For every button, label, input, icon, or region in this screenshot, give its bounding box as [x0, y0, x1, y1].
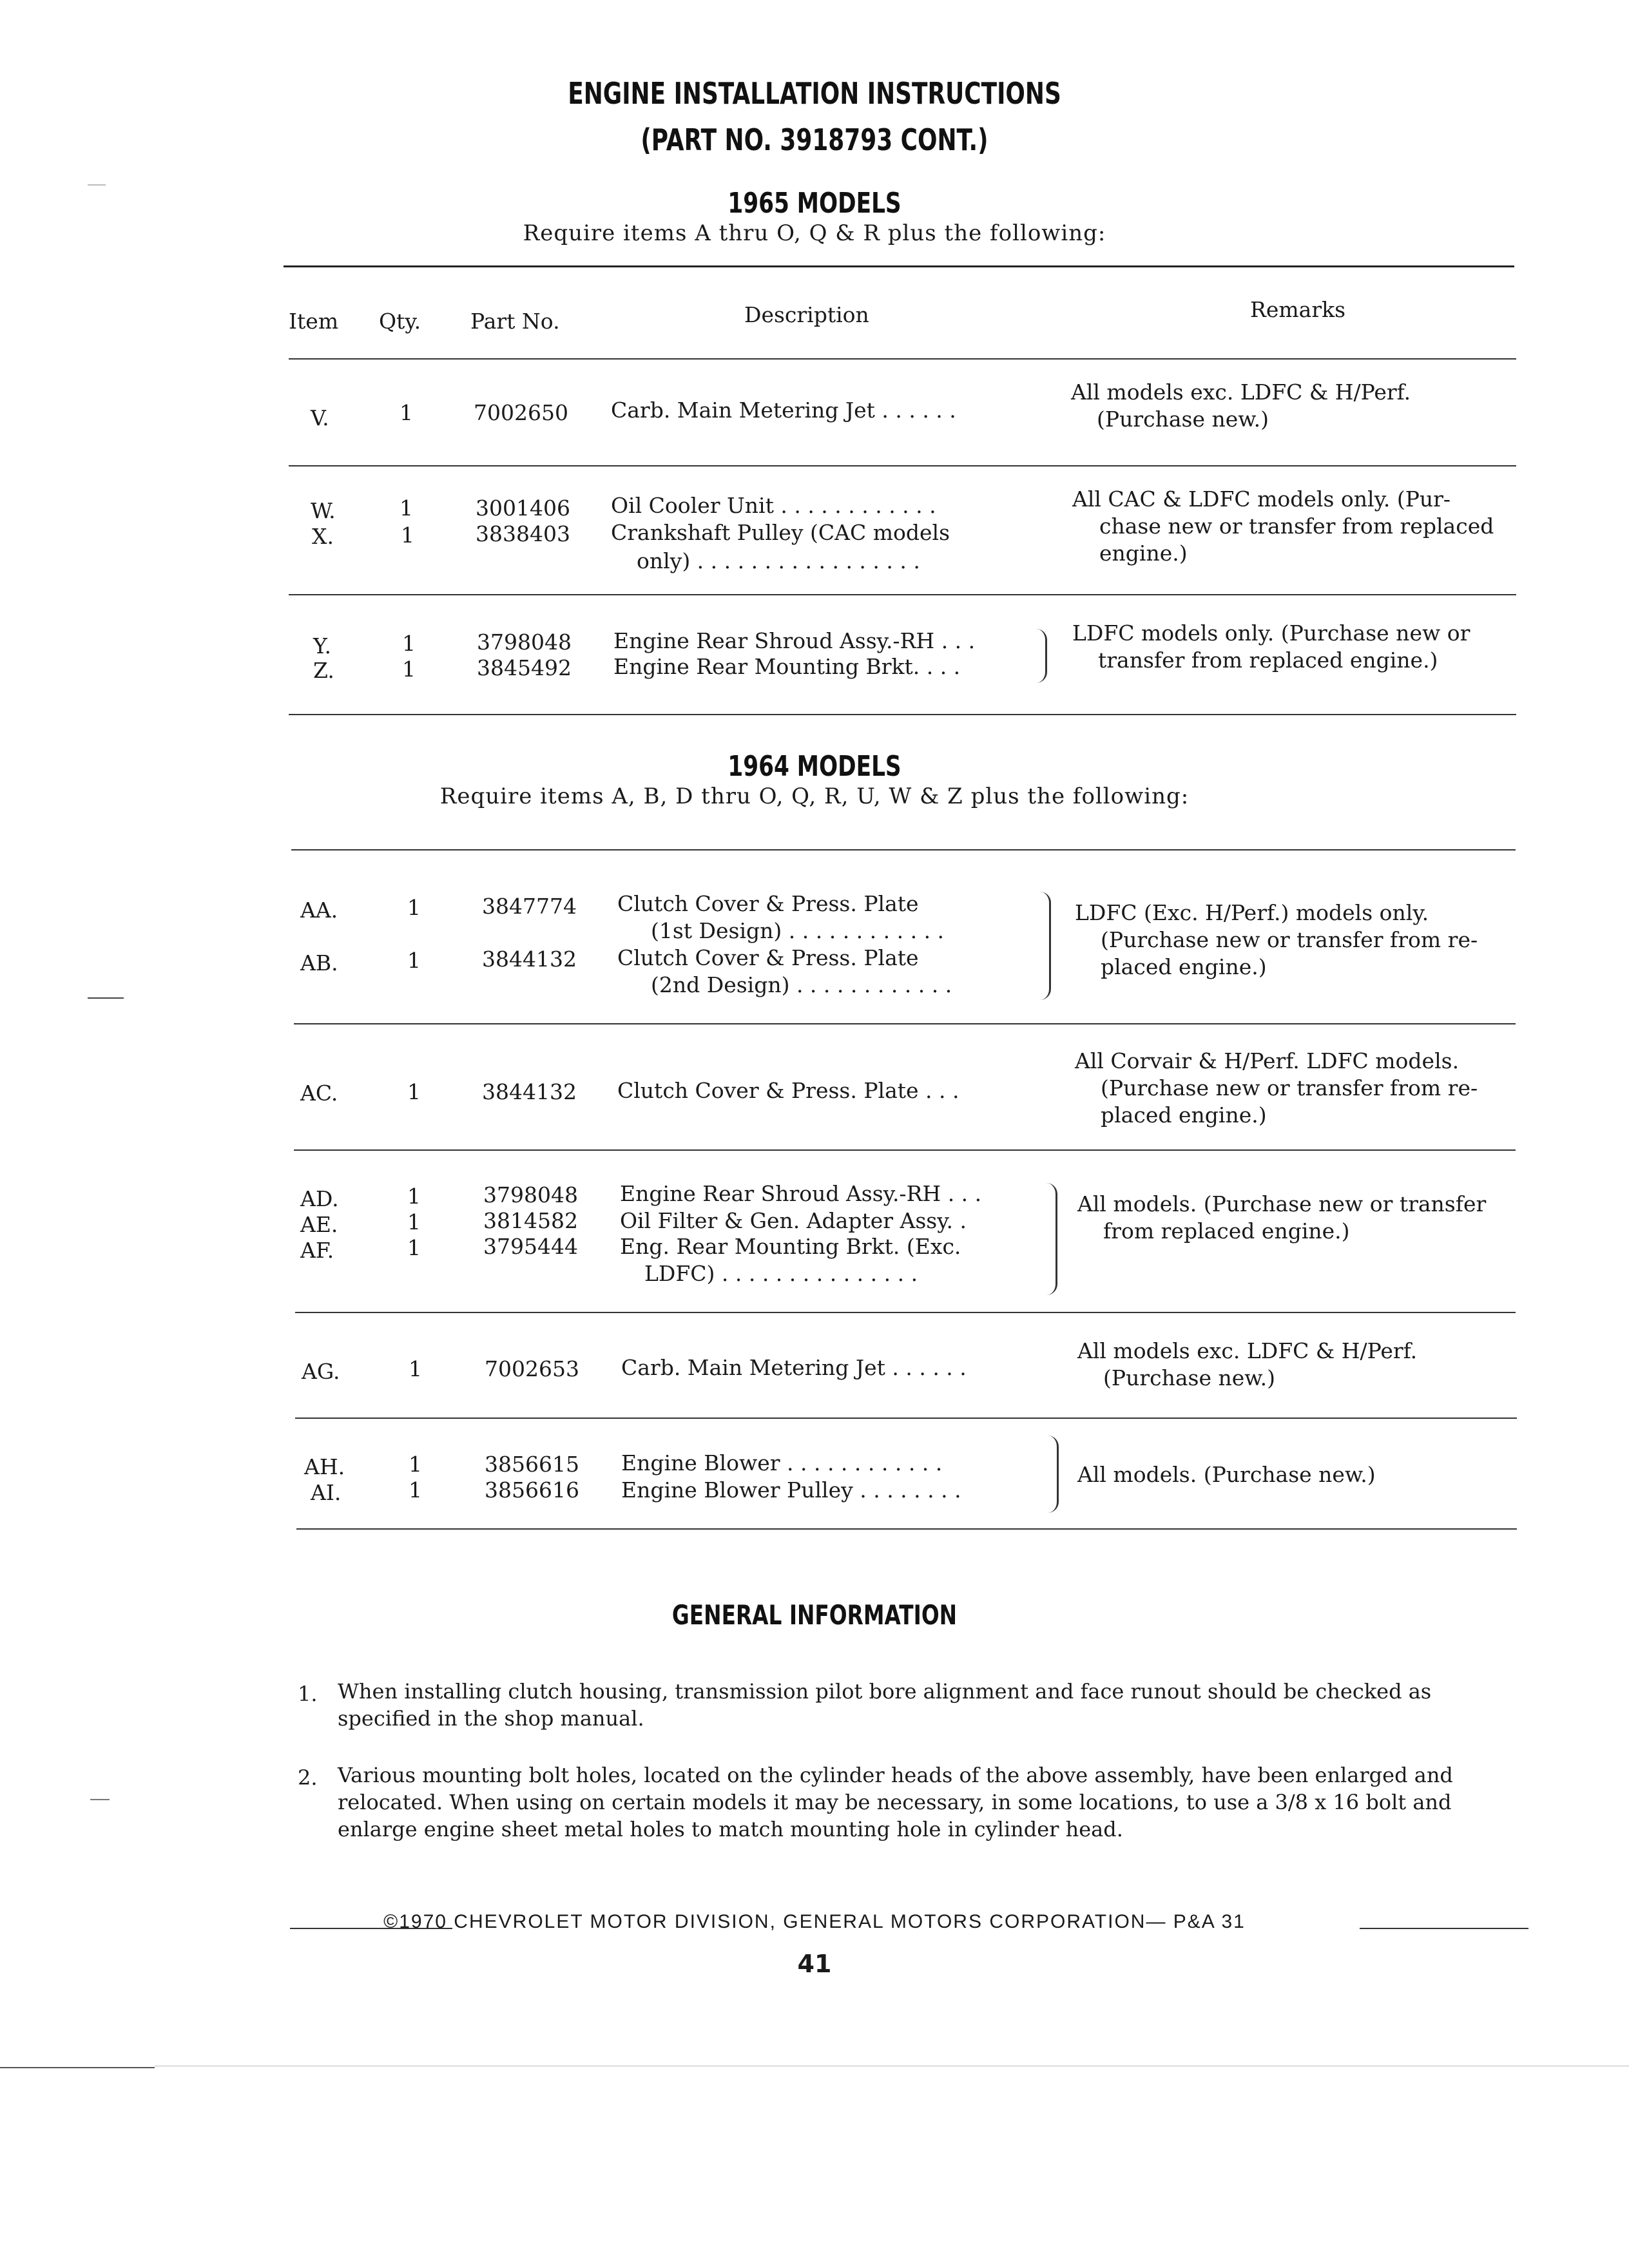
- item-qty: 1: [402, 657, 416, 682]
- item-code: X.: [312, 524, 334, 549]
- scan-artifact-mark: [88, 184, 106, 186]
- part-number: 3001406: [476, 495, 570, 521]
- item-qty: 1: [407, 1184, 421, 1209]
- part-number: 3795444: [483, 1234, 578, 1259]
- item-description: Engine Blower Pulley . . . . . . . .: [621, 1477, 961, 1503]
- part-number: 3847774: [482, 894, 577, 919]
- item-qty: 1: [400, 400, 413, 425]
- column-header-part: Part No.: [470, 309, 560, 334]
- remarks: [1077, 1461, 1528, 1488]
- item-description-continued: (1st Design) . . . . . . . . . . . .: [651, 918, 945, 943]
- grouping-brace: [1046, 1183, 1057, 1295]
- remarks-line: from replaced engine.): [1103, 1218, 1350, 1244]
- item-description: Engine Rear Shroud Assy.-RH . . .: [613, 628, 976, 653]
- remarks-line: All models. (Purchase new.): [1077, 1462, 1376, 1487]
- grouping-brace: [1048, 1436, 1059, 1513]
- section-1965-requirement: Require items A thru O, Q & R plus the following:: [523, 220, 1106, 246]
- divider: [294, 1023, 1516, 1024]
- remarks: [1071, 379, 1522, 433]
- item-code: AD.: [300, 1186, 339, 1211]
- item-description: Oil Filter & Gen. Adapter Assy. .: [620, 1208, 967, 1233]
- remarks: [1072, 486, 1523, 567]
- divider: [295, 1312, 1516, 1313]
- section-1964-title: 1964 MODELS: [728, 750, 901, 783]
- remarks-line: All Corvair & H/Perf. LDFC models.: [1075, 1048, 1460, 1073]
- part-number: 3844132: [482, 1079, 577, 1104]
- divider: [289, 714, 1516, 715]
- scan-artifact-line: [0, 2067, 155, 2068]
- remarks: [1077, 1338, 1528, 1392]
- item-code: AF.: [300, 1238, 334, 1263]
- item-code: Z.: [313, 658, 334, 683]
- item-description: Engine Blower . . . . . . . . . . . .: [621, 1450, 943, 1475]
- remarks: [1075, 1048, 1526, 1129]
- page-number: 41: [797, 1950, 832, 1978]
- item-description: Clutch Cover & Press. Plate: [617, 945, 919, 970]
- remarks-line: All models exc. LDFC & H/Perf.: [1077, 1338, 1418, 1363]
- remarks-line: placed engine.): [1101, 954, 1267, 979]
- item-description: Crankshaft Pulley (CAC models: [611, 520, 950, 545]
- item-qty: 1: [409, 1356, 422, 1381]
- part-number: 3856615: [485, 1452, 579, 1477]
- divider: [295, 1418, 1517, 1419]
- part-number: 3814582: [483, 1208, 578, 1233]
- part-number: 7002650: [474, 400, 568, 425]
- item-code: AC.: [300, 1081, 338, 1106]
- part-number: 3838403: [476, 521, 570, 546]
- item-qty: 1: [401, 523, 414, 548]
- scan-artifact-mark: [88, 997, 124, 999]
- general-information-title: GENERAL INFORMATION: [671, 1599, 958, 1631]
- section-1965-title: 1965 MODELS: [728, 187, 901, 220]
- list-text: Various mounting bolt holes, located on the cylinder heads of the above assembly, have been enlarged and relocated. When using on certain models it may be necessary, in some locations, to use a 3/8 x 16 bolt and enlarge engine sheet metal holes to match mounting hole in cylinder head.: [338, 1763, 1453, 1841]
- item-description: Carb. Main Metering Jet . . . . . .: [621, 1355, 967, 1380]
- item-qty: 1: [407, 1209, 421, 1235]
- remarks-line: transfer from replaced engine.): [1098, 648, 1438, 673]
- column-header-remarks: Remarks: [1250, 297, 1346, 322]
- part-number: 3845492: [477, 655, 572, 680]
- remarks-line: LDFC (Exc. H/Perf.) models only.: [1075, 900, 1429, 925]
- item-qty: 1: [407, 948, 421, 973]
- divider: [296, 1528, 1517, 1530]
- list-text: When installing clutch housing, transmission pilot bore alignment and face runout should be checked as specified in the shop manual.: [338, 1679, 1432, 1731]
- item-code: V.: [311, 405, 329, 430]
- scan-artifact-mark: [90, 1799, 110, 1800]
- item-description: Oil Cooler Unit . . . . . . . . . . . .: [611, 493, 936, 518]
- remarks-line: (Purchase new.): [1097, 407, 1269, 432]
- column-header-qty: Qty.: [379, 309, 421, 334]
- copyright-footer: ©1970 CHEVROLET MOTOR DIVISION, GENERAL MOTORS CORPORATION— P&A 31: [383, 1911, 1246, 1932]
- item-qty: 1: [409, 1477, 422, 1503]
- remarks-line: placed engine.): [1101, 1102, 1267, 1128]
- remarks-line: (Purchase new or transfer from re-: [1101, 927, 1478, 952]
- remarks: [1072, 620, 1523, 674]
- item-code: AA.: [300, 898, 338, 923]
- footer-rule-right: [1360, 1928, 1528, 1929]
- item-qty: 1: [407, 895, 421, 920]
- item-code: AG.: [302, 1359, 340, 1384]
- remarks-line: engine.): [1099, 541, 1188, 566]
- item-code: AB.: [300, 950, 338, 975]
- list-number: 2.: [298, 1765, 318, 1790]
- part-number: 3798048: [483, 1182, 578, 1207]
- item-description-continued: LDFC) . . . . . . . . . . . . . . .: [644, 1261, 918, 1286]
- item-description-continued: only) . . . . . . . . . . . . . . . . .: [637, 548, 920, 573]
- divider: [289, 465, 1516, 466]
- grouping-brace: [1036, 629, 1047, 683]
- item-code: Y.: [313, 633, 332, 658]
- remarks-line: All models. (Purchase new or transfer: [1077, 1191, 1487, 1216]
- divider: [284, 265, 1514, 267]
- part-number: 3844132: [482, 947, 577, 972]
- remarks-line: (Purchase new.): [1103, 1365, 1275, 1390]
- item-code: AI.: [311, 1480, 342, 1505]
- divider: [291, 849, 1516, 850]
- remarks-line: All CAC & LDFC models only. (Pur-: [1072, 486, 1451, 512]
- part-number: 7002653: [485, 1356, 579, 1381]
- column-header-item: Item: [289, 309, 339, 334]
- section-1964-requirement: Require items A, B, D thru O, Q, R, U, W & Z plus the following:: [439, 783, 1190, 809]
- item-description: Engine Rear Mounting Brkt. . . .: [613, 654, 961, 679]
- item-qty: 1: [407, 1079, 421, 1104]
- item-qty: 1: [409, 1452, 422, 1477]
- item-description: Engine Rear Shroud Assy.-RH . . .: [620, 1181, 982, 1206]
- divider: [289, 358, 1516, 360]
- divider: [289, 594, 1516, 595]
- remarks: [1075, 899, 1526, 981]
- remarks-line: chase new or transfer from replaced: [1099, 514, 1494, 539]
- item-code: W.: [311, 498, 336, 523]
- part-number: 3856616: [485, 1477, 579, 1503]
- item-qty: 1: [407, 1235, 421, 1260]
- item-description: Clutch Cover & Press. Plate . . .: [617, 1078, 959, 1103]
- doc-subtitle: (PART NO. 3918793 CONT.): [641, 122, 988, 157]
- remarks: [1077, 1191, 1528, 1245]
- divider: [294, 1149, 1516, 1151]
- remarks-line: All models exc. LDFC & H/Perf.: [1071, 380, 1411, 405]
- remarks-line: (Purchase new or transfer from re-: [1101, 1075, 1478, 1100]
- list-number: 1.: [298, 1682, 318, 1706]
- doc-title: ENGINE INSTALLATION INSTRUCTIONS: [568, 76, 1061, 111]
- item-description: Carb. Main Metering Jet . . . . . .: [611, 398, 956, 423]
- item-description: Eng. Rear Mounting Brkt. (Exc.: [620, 1234, 961, 1259]
- item-description-continued: (2nd Design) . . . . . . . . . . . .: [651, 972, 952, 997]
- item-qty: 1: [400, 495, 413, 521]
- remarks-line: LDFC models only. (Purchase new or: [1072, 620, 1470, 646]
- column-header-description: Description: [744, 302, 869, 327]
- item-description: Clutch Cover & Press. Plate: [617, 891, 919, 916]
- item-code: AH.: [304, 1454, 345, 1479]
- item-qty: 1: [402, 631, 416, 656]
- item-code: AE.: [300, 1212, 338, 1237]
- grouping-brace: [1040, 892, 1051, 1000]
- part-number: 3798048: [477, 629, 572, 655]
